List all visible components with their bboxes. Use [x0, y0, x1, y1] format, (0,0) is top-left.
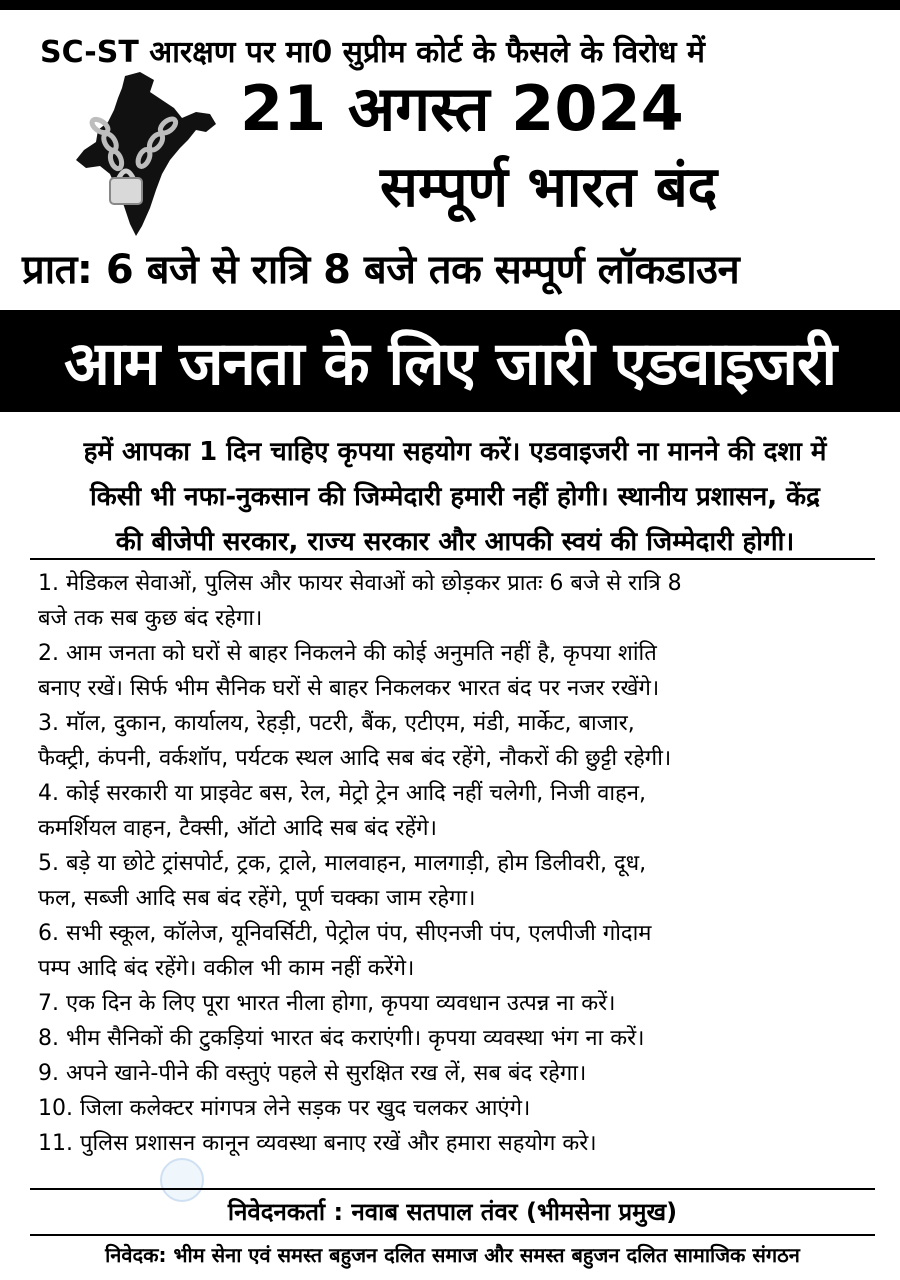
point-line: 10. जिला कलेक्टर मांगपत्र लेने सड़क पर खुद चलकर आएंगे।: [38, 1096, 531, 1121]
point-line: 4. कोई सरकारी या प्राइवेट बस, रेल, मेट्रो ट्रेन आदि नहीं चलेगी, निजी वाहन,: [38, 781, 646, 806]
intro-line: किसी भी नफा-नुकसान की जिम्मेदारी हमारी नहीं होगी। स्थानीय प्रशासन, केंद्र: [90, 482, 820, 512]
point-line: 9. अपने खाने-पीने की वस्तुएं पहले से सुरक्षित रख लें, सब बंद रहेगा।: [38, 1061, 587, 1086]
top-border: [0, 0, 900, 10]
lockdown-timing: प्रात: 6 बजे से रात्रि 8 बजे तक सम्पूर्ण लॉकडाउन: [22, 247, 740, 293]
point-line: 3. मॉल, दुकान, कार्यालय, रेहड़ी, पटरी, बैंक, एटीएम, मंडी, मार्केट, बाजार,: [38, 711, 635, 736]
point-line: 7. एक दिन के लिए पूरा भारत नीला होगा, कृपया व्यवधान उत्पन्न ना करें।: [38, 991, 616, 1016]
point-line: 11. पुलिस प्रशासन कानून व्यवस्था बनाए रखें और हमारा सहयोग करे।: [38, 1131, 597, 1156]
chained-india-map-icon: [70, 70, 220, 240]
bandh-title: सम्पूर्ण भारत बंद: [380, 155, 718, 220]
advisory-banner-title: आम जनता के लिए जारी एडवाइजरी: [63, 329, 837, 399]
point-line: बजे तक सब कुछ बंद रहेगा।: [38, 606, 263, 631]
point-line: फल, सब्जी आदि सब बंद रहेंगे, पूर्ण चक्का जाम रहेगा।: [38, 886, 476, 911]
point-line: पम्प आदि बंद रहेंगे। वकील भी काम नहीं करेंगे।: [38, 956, 415, 981]
divider: [30, 558, 875, 560]
bandh-date: 21 अगस्त 2024: [240, 72, 684, 145]
intro-line: हमें आपका 1 दिन चाहिए कृपया सहयोग करें। एडवाइजरी ना मानने की दशा में: [83, 437, 827, 467]
intro-paragraph: [40, 430, 870, 565]
point-line: 6. सभी स्कूल, कॉलेज, यूनिवर्सिटी, पेट्रोल पंप, सीएनजी पंप, एलपीजी गोदाम: [38, 921, 652, 946]
point-line: 5. बड़े या छोटे ट्रांसपोर्ट, ट्रक, ट्राले, मालवाहन, मालगाड़ी, होम डिलीवरी, दूध,: [38, 851, 647, 876]
point-line: बनाए रखें। सिर्फ भीम सैनिक घरों से बाहर निकलकर भारत बंद पर नजर रखेंगे।: [38, 676, 660, 701]
point-line: 8. भीम सैनिकों की टुकड़ियां भारत बंद कराएंगी। कृपया व्यवस्था भंग ना करें।: [38, 1026, 645, 1051]
point-line: कमर्शियल वाहन, टैक्सी, ऑटो आदि सब बंद रहेंगे।: [38, 816, 437, 841]
poster-subtitle: SC-ST आरक्षण पर मा0 सुप्रीम कोर्ट के फैसले के विरोध में: [40, 35, 705, 70]
divider: [30, 1234, 875, 1236]
signer-line: निवेदनकर्ता : नवाब सतपाल तंवर (भीमसेना प्रमुख): [227, 1198, 678, 1226]
intro-line: की बीजेपी सरकार, राज्य सरकार और आपकी स्वयं की जिम्मेदारी होगी।: [115, 527, 795, 557]
advisory-banner: [0, 310, 900, 412]
advisory-points: [38, 566, 883, 1161]
point-line: फैक्ट्री, कंपनी, वर्कशॉप, पर्यटक स्थल आदि सब बंद रहेंगे, नौकरों की छुट्टी रहेगी।: [38, 746, 672, 771]
point-line: 1. मेडिकल सेवाओं, पुलिस और फायर सेवाओं को छोड़कर प्रातः 6 बजे से रात्रि 8: [38, 571, 682, 596]
point-line: 2. आम जनता को घरों से बाहर निकलने की कोई अनुमति नहीं है, कृपया शांति: [38, 641, 657, 666]
divider: [30, 1188, 875, 1190]
issuer-line: निवेदक: भीम सेना एवं समस्त बहुजन दलित समाज और समस्त बहुजन दलित सामाजिक संगठन: [105, 1243, 800, 1267]
